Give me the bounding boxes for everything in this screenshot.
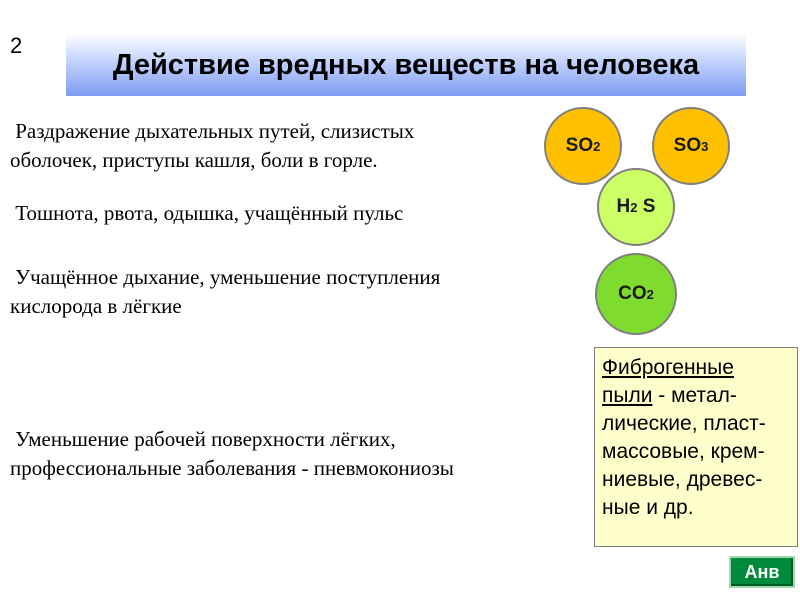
- so2-circle: SO 2: [544, 107, 622, 185]
- so3-circle: SO 3: [652, 107, 730, 185]
- effect-text-3: Учащённое дыхание, уменьшение поступления кислорода в лёгкие: [10, 265, 441, 318]
- fibrogenic-dust-box: Фиброгенные пыли - метал- лические, пласт- массовые, крем- ниевые, древес- ные и др.: [594, 347, 798, 547]
- slide-number: 2: [10, 33, 23, 58]
- effect-text-4: Уменьшение рабочей поверхности лёгких, профессиональные заболевания - пневмокониозы: [10, 427, 454, 480]
- page-title: Действие вредных веществ на человека: [112, 48, 700, 81]
- fibrogenic-term-2: пыли: [602, 384, 653, 407]
- co2-circle: CO 2: [595, 253, 677, 335]
- title-banner: [66, 34, 746, 96]
- effect-text-2: Тошнота, рвота, одышка, учащённый пульс: [10, 201, 404, 225]
- anv-nav-button[interactable]: Анв: [729, 556, 795, 588]
- h2s-circle: H 2 S: [597, 168, 675, 246]
- effect-text-1: Раздражение дыхательных путей, слизистых оболочек, приступы кашля, боли в горле.: [10, 119, 415, 172]
- fibrogenic-term: Фиброгенные: [602, 356, 734, 379]
